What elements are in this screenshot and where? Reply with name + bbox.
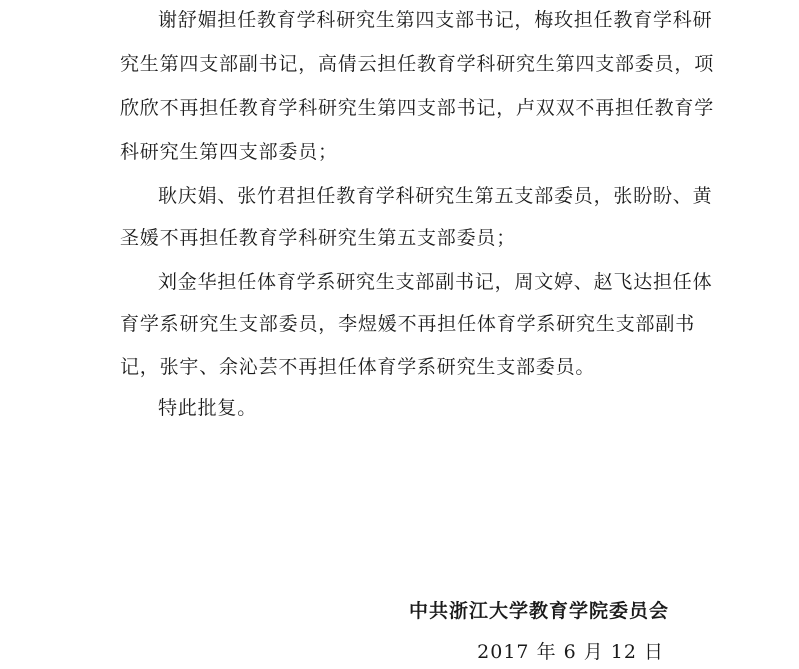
paragraph-2-line-1: 耿庆娟、张竹君担任教育学科研究生第五支部委员，张盼盼、黄 bbox=[158, 185, 713, 207]
signing-organization: 中共浙江大学教育学院委员会 bbox=[408, 600, 669, 622]
paragraph-1-line-1: 谢舒媚担任教育学科研究生第四支部书记，梅玫担任教育学科研 bbox=[158, 9, 713, 31]
paragraph-3-line-2: 育学系研究生支部委员，李煜媛不再担任体育学系研究生支部副书 bbox=[120, 313, 695, 335]
paragraph-2-line-2: 圣媛不再担任教育学科研究生第五支部委员； bbox=[120, 227, 517, 249]
paragraph-1-line-3: 欣欣不再担任教育学科研究生第四支部书记，卢双双不再担任教育学 bbox=[120, 97, 715, 119]
paragraph-3-line-3: 记，张宇、余沁芸不再担任体育学系研究生支部委员。 bbox=[120, 356, 596, 378]
paragraph-1-line-2: 究生第四支部副书记，高倩云担任教育学科研究生第四支部委员，项 bbox=[120, 53, 715, 75]
paragraph-4-line-1: 特此批复。 bbox=[158, 397, 258, 419]
paragraph-1-line-4: 科研究生第四支部委员； bbox=[120, 141, 338, 163]
paragraph-3-line-1: 刘金华担任体育学系研究生支部副书记，周文婷、赵飞达担任体 bbox=[158, 271, 713, 293]
signing-date: 2017 年 6 月 12 日 bbox=[477, 641, 664, 663]
